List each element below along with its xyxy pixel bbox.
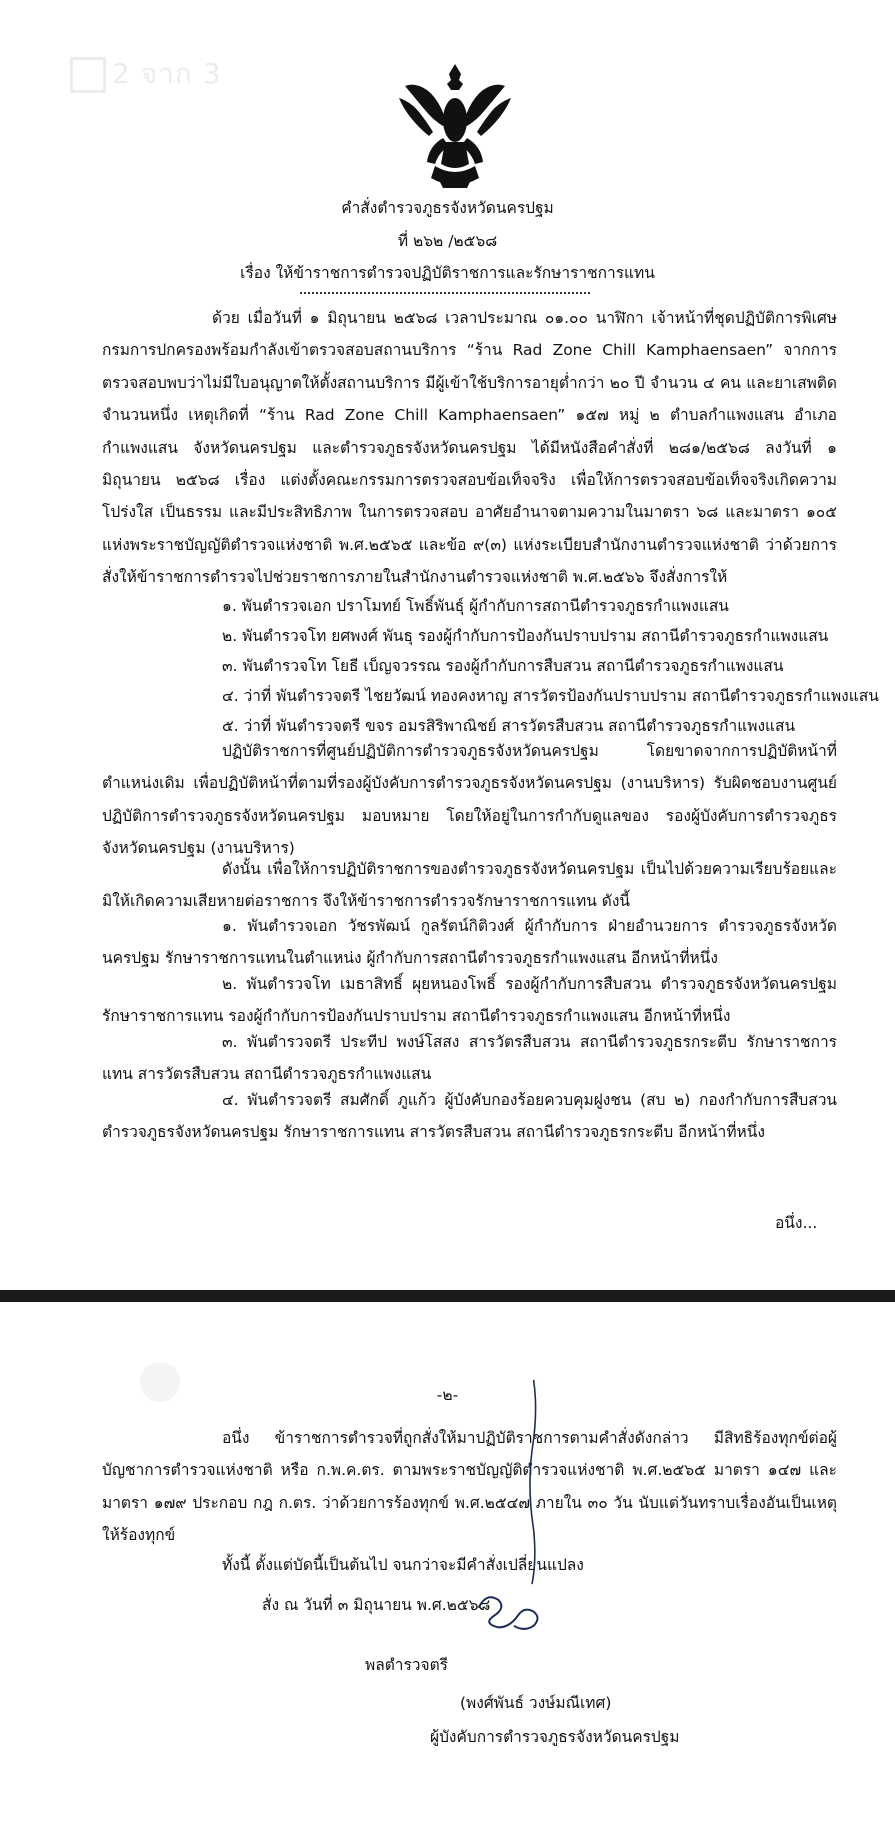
list2-item-4 [102, 1084, 837, 1149]
page-indicator-ghost: 2 จาก 3 [70, 52, 222, 96]
document-page-2 [0, 1302, 895, 1829]
continuation-mark: อนึ่ง... [775, 1214, 818, 1232]
list2-item-1-text: ๑. พันตำรวจเอก วัชรพัฒน์ กูลรัตน์กิติวงศ์ ผู้กำกับการ ฝ่ายอำนวยการ ตำรวจภูธรจังหวัดนครปฐม รักษาราชการแทนในตำแหน่ง ผู้กำกับการสถานีตำรวจภูธรกำแพงแสน อีกหน้าที่หนึ่ง [102, 917, 837, 968]
page-number: -๒- [436, 1386, 459, 1404]
list2-item-4-text: ๔. พันตำรวจตรี สมศักดิ์ ภูแก้ว ผู้บังคับกองร้อยควบคุมฝูงชน (สบ ๒) กองกำกับการสืบสวน ตำรวจภูธรจังหวัดนครปฐม รักษาราชการแทน สารวัตรสืบสวน สถานีตำรวจภูธรกระตีบ อีกหน้าที่หนึ่ง [102, 1091, 837, 1142]
date-line: สั่ง ณ วันที่ ๓ มิถุนายน พ.ศ.๒๕๖๘ [262, 1596, 491, 1614]
paragraph-acting [102, 853, 837, 918]
list2-item-3-text: ๓. พันตำรวจตรี ประทีป พงษ์โสสง สารวัตรสืบสวน สถานีตำรวจภูธรกระตีบ รักษาราชการแทน สารวัตรสืบสวน สถานีตำรวจภูธรกำแพงแสน [102, 1033, 837, 1084]
page-icon [70, 57, 106, 93]
signer-rank: พลตำรวจตรี [365, 1656, 448, 1674]
order-number: ที่ ๒๖๒ /๒๕๖๘ [397, 232, 498, 250]
garuda-emblem [395, 58, 515, 190]
list1-item-3: ๓. พันตำรวจโท โยธี เบ็ญจวรรณ รองผู้กำกับการสืบสวน สถานีตำรวจภูธรกำแพงแสน [222, 657, 784, 675]
paragraph-intro [102, 302, 837, 594]
list1-item-1: ๑. พันตำรวจเอก ปราโมทย์ โพธิ์พันธุ์ ผู้กำกับการสถานีตำรวจภูธรกำแพงแสน [222, 597, 729, 615]
effective-line: ทั้งนี้ ตั้งแต่บัดนี้เป็นต้นไป จนกว่าจะมีคำสั่งเปลี่ยนแปลง [222, 1556, 584, 1574]
list1-item-2: ๒. พันตำรวจโท ยศพงศ์ พันธุ รองผู้กำกับการป้องกันปราบปราม สถานีตำรวจภูธรกำแพงแสน [222, 627, 829, 645]
list2-item-3 [102, 1026, 837, 1091]
signer-title: ผู้บังคับการตำรวจภูธรจังหวัดนครปฐม [430, 1728, 680, 1746]
paragraph-intro-text: ด้วย เมื่อวันที่ ๑ มิถุนายน ๒๕๖๘ เวลาประมาณ ๐๑.๐๐ นาฬิกา เจ้าหน้าที่ชุดปฏิบัติการพิเศษกรมการปกครองพร้อมกำลังเข้าตรวจสอบสถานบริการ “ร้าน Rad Zone Chill Kamphaensaen” จากการตรวจสอบพบว่าไม่มีใบอนุญาตให้ตั้งสถานบริการ มีผู้เข้าใช้บริการอายุต่ำกว่า ๒๐ ปี จำนวน ๔ คน และยาเสพติด จำนวนหนึ่ง เหตุเกิดที่ “ร้าน Rad Zone Chill Kamphaensaen” ๑๕๗ หมู่ ๒ ตำบลกำแพงแสน อำเภอกำแพงแสน จังหวัดนครปฐม และตำรวจภูธรจังหวัดนครปฐม ได้มีหนังสือคำสั่งที่ ๒๘๑/๒๕๖๘ ลงวันที่ ๑ มิถุนายน ๒๕๖๘ เรื่อง แต่งตั้งคณะกรรมการตรวจสอบข้อเท็จจริง เพื่อให้การตรวจสอบข้อเท็จจริงเกิดความโปร่งใส เป็นธรรม และมีประสิทธิภาพ ในการตรวจสอบ อาศัยอำนาจตามความในมาตรา ๖๘ และมาตรา ๑๐๕ แห่งพระราชบัญญัติตำรวจแห่งชาติ พ.ศ.๒๕๖๕ และข้อ ๙(๓) แห่งระเบียบสำนักงานตำรวจแห่งชาติ ว่าด้วยการสั่งให้ข้าราชการตำรวจไปช่วยราชการภายในสำนักงานตำรวจแห่งชาติ พ.ศ.๒๕๖๖ จึงสั่งการให้ [102, 309, 837, 587]
list1-item-5: ๕. ว่าที่ พันตำรวจตรี ขจร อมรสิริพาณิชย์ สารวัตรสืบสวน สถานีตำรวจภูธรกำแพงแสน [222, 717, 796, 735]
list1-item-4: ๔. ว่าที่ พันตำรวจตรี ไชยวัฒน์ ทองคงหาญ สารวัตรป้องกันปราบปราม สถานีตำรวจภูธรกำแพงแสน [222, 687, 879, 705]
dotted-separator [300, 292, 590, 294]
paragraph-acting-text: ดังนั้น เพื่อให้การปฏิบัติราชการของตำรวจภูธรจังหวัดนครปฐม เป็นไปด้วยความเรียบร้อยและมิให้เกิดความเสียหายต่อราชการ จึงให้ข้าราชการตำรวจรักษาราชการแทน ดังนี้ [102, 860, 837, 911]
order-title: คำสั่งตำรวจภูธรจังหวัดนครปฐม [341, 199, 554, 217]
signer-name: (พงศ์พันธ์ วงษ์มณีเทศ) [460, 1694, 612, 1712]
order-subject: เรื่อง ให้ข้าราชการตำรวจปฏิบัติราชการและรักษาราชการแทน [240, 264, 655, 282]
paragraph-appeal-text: อนึ่ง ข้าราชการตำรวจที่ถูกสั่งให้มาปฏิบัติราชการตามคำสั่งดังกล่าว มีสิทธิร้องทุกข์ต่อผู้บัญชาการตำรวจแห่งชาติ หรือ ก.พ.ค.ตร. ตามพระราชบัญญัติตำรวจแห่งชาติ พ.ศ.๒๕๖๕ มาตรา ๑๔๗ และมาตรา ๑๗๙ ประกอบ กฎ ก.ตร. ว่าด้วยการร้องทุกข์ พ.ศ.๒๕๔๗ ภายใน ๓๐ วัน นับแต่วันทราบเรื่องอันเป็นเหตุให้ร้องทุกข์ [102, 1429, 837, 1545]
page-divider [0, 1290, 895, 1302]
list2-item-2-text: ๒. พันตำรวจโท เมธาสิทธิ์ ผุยหนองโพธิ์ รองผู้กำกับการสืบสวน ตำรวจภูธรจังหวัดนครปฐม รักษาราชการแทน รองผู้กำกับการป้องกันปราบปราม สถานีตำรวจภูธรกำแพงแสน อีกหน้าที่หนึ่ง [102, 975, 837, 1026]
signature-handwritten [450, 1372, 570, 1702]
paragraph-assignment [102, 735, 837, 865]
paragraph-assignment-text: ปฏิบัติราชการที่ศูนย์ปฏิบัติการตำรวจภูธรจังหวัดนครปฐม โดยขาดจากการปฏิบัติหน้าที่ตำแหน่งเดิม เพื่อปฏิบัติหน้าที่ตามที่รองผู้บังคับการตำรวจภูธรจังหวัดนครปฐม (งานบริหาร) รับผิดชอบงานศูนย์ปฏิบัติการตำรวจภูธรจังหวัดนครปฐม มอบหมาย โดยให้อยู่ในการกำกับดูแลของ รองผู้บังคับการตำรวจภูธรจังหวัดนครปฐม (งานบริหาร) [102, 742, 837, 858]
list2-item-2 [102, 968, 837, 1033]
list2-item-1 [102, 910, 837, 975]
